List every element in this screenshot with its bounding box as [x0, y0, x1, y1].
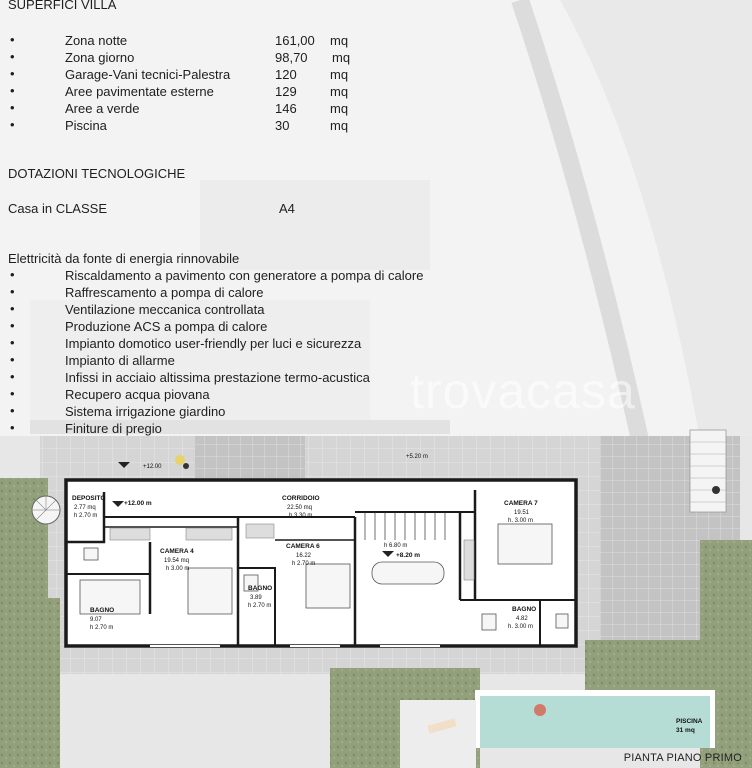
superfici-value: 129: [275, 84, 297, 99]
dotazioni-label: Impianto di allarme: [65, 353, 175, 368]
superfici-label: Zona notte: [65, 33, 128, 48]
bullet-icon: •: [10, 369, 15, 384]
superfici-unit: mq: [330, 33, 349, 48]
classe-label: Casa in CLASSE: [8, 201, 107, 216]
dotazioni-label: Riscaldamento a pavimento con generatore a pompa di calore: [65, 268, 424, 283]
dotazioni-label: Impianto domotico user-friendly per luci e sicurezza: [65, 336, 362, 351]
bullet-icon: •: [10, 32, 15, 47]
bullet-icon: •: [10, 66, 15, 81]
watermark-text: trovacasa: [410, 363, 636, 419]
dotazioni-label: Sistema irrigazione giardino: [65, 404, 226, 419]
camera7-name: CAMERA 7: [504, 500, 538, 507]
bagno-small-area: 3.89: [250, 595, 262, 601]
dotazioni-heading: DOTAZIONI TECNOLOGICHE: [8, 166, 186, 181]
dotazioni-label: Infissi in acciaio altissima prestazione termo-acustica: [65, 370, 370, 385]
bullet-icon: •: [10, 386, 15, 401]
superfici-value: 98,70: [275, 50, 308, 65]
deposito-area: 2.77 mq: [74, 505, 96, 511]
energy-line: Elettricità da fonte di energia rinnovabile: [8, 251, 240, 266]
bullet-icon: •: [10, 301, 15, 316]
corridoio-height: h 3.30 m: [289, 513, 313, 519]
bullet-icon: •: [10, 420, 15, 435]
bagno-right-area: 4.82: [516, 616, 528, 622]
camera4-area: 19.54 mq: [164, 558, 190, 564]
plan-caption: PIANTA PIANO PRIMO: [623, 752, 742, 764]
camera6-name: CAMERA 6: [286, 543, 320, 550]
bagno-small-height: h 2.70 m: [248, 603, 272, 609]
deposito-height: h 2.70 m: [74, 513, 98, 519]
camera7-height: h. 3.00 m: [508, 518, 534, 524]
superfici-label: Aree pavimentate esterne: [65, 84, 214, 99]
dotazioni-label: Produzione ACS a pompa di calore: [65, 319, 268, 334]
camera6-area: 16.22: [296, 553, 312, 559]
superfici-unit: mq: [330, 84, 349, 99]
bullet-icon: •: [10, 335, 15, 350]
superfici-label: Garage-Vani tecnici-Palestra: [65, 67, 231, 82]
superfici-unit: mq: [330, 101, 349, 116]
superfici-unit: mq: [330, 118, 349, 133]
camera4-name: CAMERA 4: [160, 548, 194, 555]
bagno-right-name: BAGNO: [512, 606, 537, 613]
dotazioni-label: Recupero acqua piovana: [65, 387, 210, 402]
bagno-right-height: h. 3.00 m: [508, 624, 534, 630]
living-level: +8.20 m: [396, 552, 421, 559]
camera4-height: h 3.00 m: [166, 566, 190, 572]
elevation-top-label: +12.00: [143, 464, 162, 470]
bullet-icon: •: [10, 267, 15, 282]
camera6-height: h 2.70 m: [292, 561, 316, 567]
superfici-unit: mq: [330, 67, 349, 82]
bullet-icon: •: [10, 117, 15, 132]
superfici-value: 120: [275, 67, 297, 82]
superfici-value: 161,00: [275, 33, 315, 48]
bagno-left-name: BAGNO: [90, 607, 115, 614]
superfici-value: 146: [275, 101, 297, 116]
dotazioni-label: Ventilazione meccanica controllata: [65, 302, 265, 317]
dotazioni-label: Raffrescamento a pompa di calore: [65, 285, 264, 300]
bullet-icon: •: [10, 284, 15, 299]
classe-value: A4: [279, 201, 295, 216]
bagno-left-area: 9.07: [90, 617, 102, 623]
bullet-icon: •: [10, 49, 15, 64]
corridoio-area: 22.50 mq: [287, 505, 313, 511]
bullet-icon: •: [10, 83, 15, 98]
superfici-label: Zona giorno: [65, 50, 135, 65]
superfici-heading: SUPERFICI VILLA: [8, 0, 117, 12]
bullet-icon: •: [10, 352, 15, 367]
superfici-value: 30: [275, 118, 290, 133]
camera7-area: 19.51: [514, 510, 530, 516]
bagno-left-height: h 2.70 m: [90, 625, 114, 631]
dotazioni-label: Finiture di pregio: [65, 421, 162, 436]
piscina-area: 31 mq: [676, 727, 695, 734]
bullet-icon: •: [10, 100, 15, 115]
superfici-label: Piscina: [65, 118, 107, 133]
superfici-label: Aree a verde: [65, 101, 140, 116]
elevation-terrace-label: +5.20 m: [406, 454, 428, 460]
living-height: h 6.80 m: [384, 543, 408, 549]
bagno-small-name: BAGNO: [248, 585, 273, 592]
entry-level-label: +12.00 m: [124, 500, 152, 507]
bullet-icon: •: [10, 318, 15, 333]
corridoio-name: CORRIDOIO: [282, 495, 320, 502]
piscina-name: PISCINA: [676, 718, 703, 725]
deposito-name: DEPOSITO: [72, 495, 106, 502]
superfici-unit: mq: [332, 50, 351, 65]
bullet-icon: •: [10, 403, 15, 418]
